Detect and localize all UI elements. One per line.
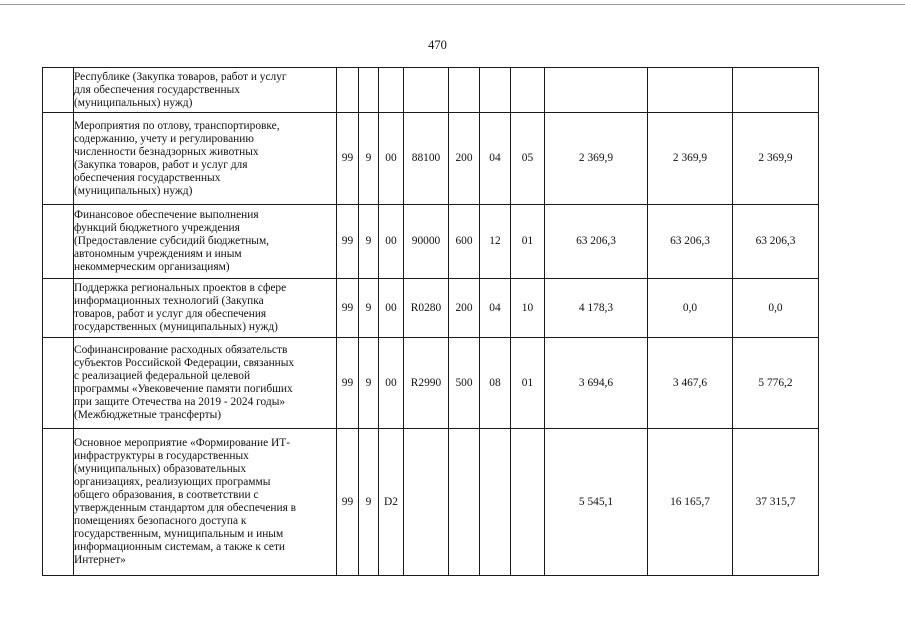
row-number-cell — [43, 68, 74, 113]
code-cell-1: 99 — [337, 279, 359, 338]
code-cell-6: 12 — [480, 205, 511, 279]
value-cell-3: 63 206,3 — [733, 205, 819, 279]
code-cell-2: 9 — [359, 338, 379, 429]
code-cell-1: 99 — [337, 338, 359, 429]
code-cell-3: 00 — [379, 205, 404, 279]
code-cell-7 — [511, 429, 545, 576]
code-cell-5: 500 — [449, 338, 480, 429]
code-cell-2: 9 — [359, 429, 379, 576]
code-cell-6: 04 — [480, 113, 511, 205]
code-cell-5: 200 — [449, 113, 480, 205]
value-cell-3: 37 315,7 — [733, 429, 819, 576]
description-cell: Мероприятия по отлову, транспортировке, содержанию, учету и регулированию численности безнадзорных животных (Закупка товаров, работ и услуг для обеспечения государственных (муниципальных) нужд) — [74, 113, 337, 205]
code-cell-6 — [480, 68, 511, 113]
value-cell-3 — [733, 68, 819, 113]
code-cell-3: 00 — [379, 338, 404, 429]
value-cell-3: 2 369,9 — [733, 113, 819, 205]
code-cell-2: 9 — [359, 113, 379, 205]
code-cell-3 — [379, 68, 404, 113]
table-row — [43, 68, 819, 113]
code-cell-6: 08 — [480, 338, 511, 429]
value-cell-1: 63 206,3 — [545, 205, 648, 279]
code-cell-1: 99 — [337, 113, 359, 205]
row-number-cell — [43, 205, 74, 279]
code-cell-4: 90000 — [404, 205, 449, 279]
code-cell-7: 01 — [511, 205, 545, 279]
table-body — [43, 68, 819, 576]
code-cell-3: 00 — [379, 113, 404, 205]
value-cell-2: 2 369,9 — [648, 113, 733, 205]
value-cell-1: 5 545,1 — [545, 429, 648, 576]
row-number-cell — [43, 113, 74, 205]
value-cell-1: 4 178,3 — [545, 279, 648, 338]
value-cell-2 — [648, 68, 733, 113]
value-cell-2: 3 467,6 — [648, 338, 733, 429]
code-cell-5: 600 — [449, 205, 480, 279]
value-cell-1 — [545, 68, 648, 113]
code-cell-4: 88100 — [404, 113, 449, 205]
table-row — [43, 279, 819, 338]
description-cell: Республике (Закупка товаров, работ и услуг для обеспечения государственных (муниципальных) нужд) — [74, 68, 337, 113]
value-cell-1: 3 694,6 — [545, 338, 648, 429]
code-cell-1 — [337, 68, 359, 113]
code-cell-7: 05 — [511, 113, 545, 205]
code-cell-5: 200 — [449, 279, 480, 338]
table-row — [43, 205, 819, 279]
value-cell-2: 16 165,7 — [648, 429, 733, 576]
value-cell-2: 0,0 — [648, 279, 733, 338]
code-cell-3: D2 — [379, 429, 404, 576]
code-cell-6: 04 — [480, 279, 511, 338]
code-cell-3: 00 — [379, 279, 404, 338]
value-cell-2: 63 206,3 — [648, 205, 733, 279]
code-cell-7: 10 — [511, 279, 545, 338]
page-number: 470 — [428, 38, 447, 52]
code-cell-5 — [449, 68, 480, 113]
table-row — [43, 429, 819, 576]
table-row — [43, 113, 819, 205]
value-cell-1: 2 369,9 — [545, 113, 648, 205]
row-number-cell — [43, 429, 74, 576]
value-cell-3: 5 776,2 — [733, 338, 819, 429]
code-cell-1: 99 — [337, 205, 359, 279]
code-cell-2: 9 — [359, 205, 379, 279]
budget-table — [42, 67, 819, 576]
code-cell-2: 9 — [359, 279, 379, 338]
code-cell-5 — [449, 429, 480, 576]
value-cell-3: 0,0 — [733, 279, 819, 338]
code-cell-2 — [359, 68, 379, 113]
code-cell-4 — [404, 429, 449, 576]
code-cell-4 — [404, 68, 449, 113]
page-top-rule — [0, 4, 905, 5]
code-cell-4: R0280 — [404, 279, 449, 338]
description-cell: Софинансирование расходных обязательств субъектов Российской Федерации, связанных с реализацией федеральной целевой программы «Увековечение памяти погибших при защите Отечества на 2019 - 2024 годы» (Межбюджетные трансферты) — [74, 338, 337, 429]
code-cell-6 — [480, 429, 511, 576]
description-cell: Основное мероприятие «Формирование ИТ- инфраструктуры в государственных (муниципальных) образовательных организациях, реализующих программы общего образования, в соответствии с утвержденным стандартом для обеспечения в помещениях безопасного доступа к государственным, муниципальным и иным информационным системам, а также к сети Интернет» — [74, 429, 337, 576]
code-cell-1: 99 — [337, 429, 359, 576]
code-cell-4: R2990 — [404, 338, 449, 429]
row-number-cell — [43, 338, 74, 429]
table-row — [43, 338, 819, 429]
description-cell: Финансовое обеспечение выполнения функций бюджетного учреждения (Предоставление субсидий бюджетным, автономным учреждениям и иным некоммерческим организациям) — [74, 205, 337, 279]
row-number-cell — [43, 279, 74, 338]
code-cell-7 — [511, 68, 545, 113]
description-cell: Поддержка региональных проектов в сфере информационных технологий (Закупка товаров, работ и услуг для обеспечения государственных (муниципальных) нужд) — [74, 279, 337, 338]
code-cell-7: 01 — [511, 338, 545, 429]
